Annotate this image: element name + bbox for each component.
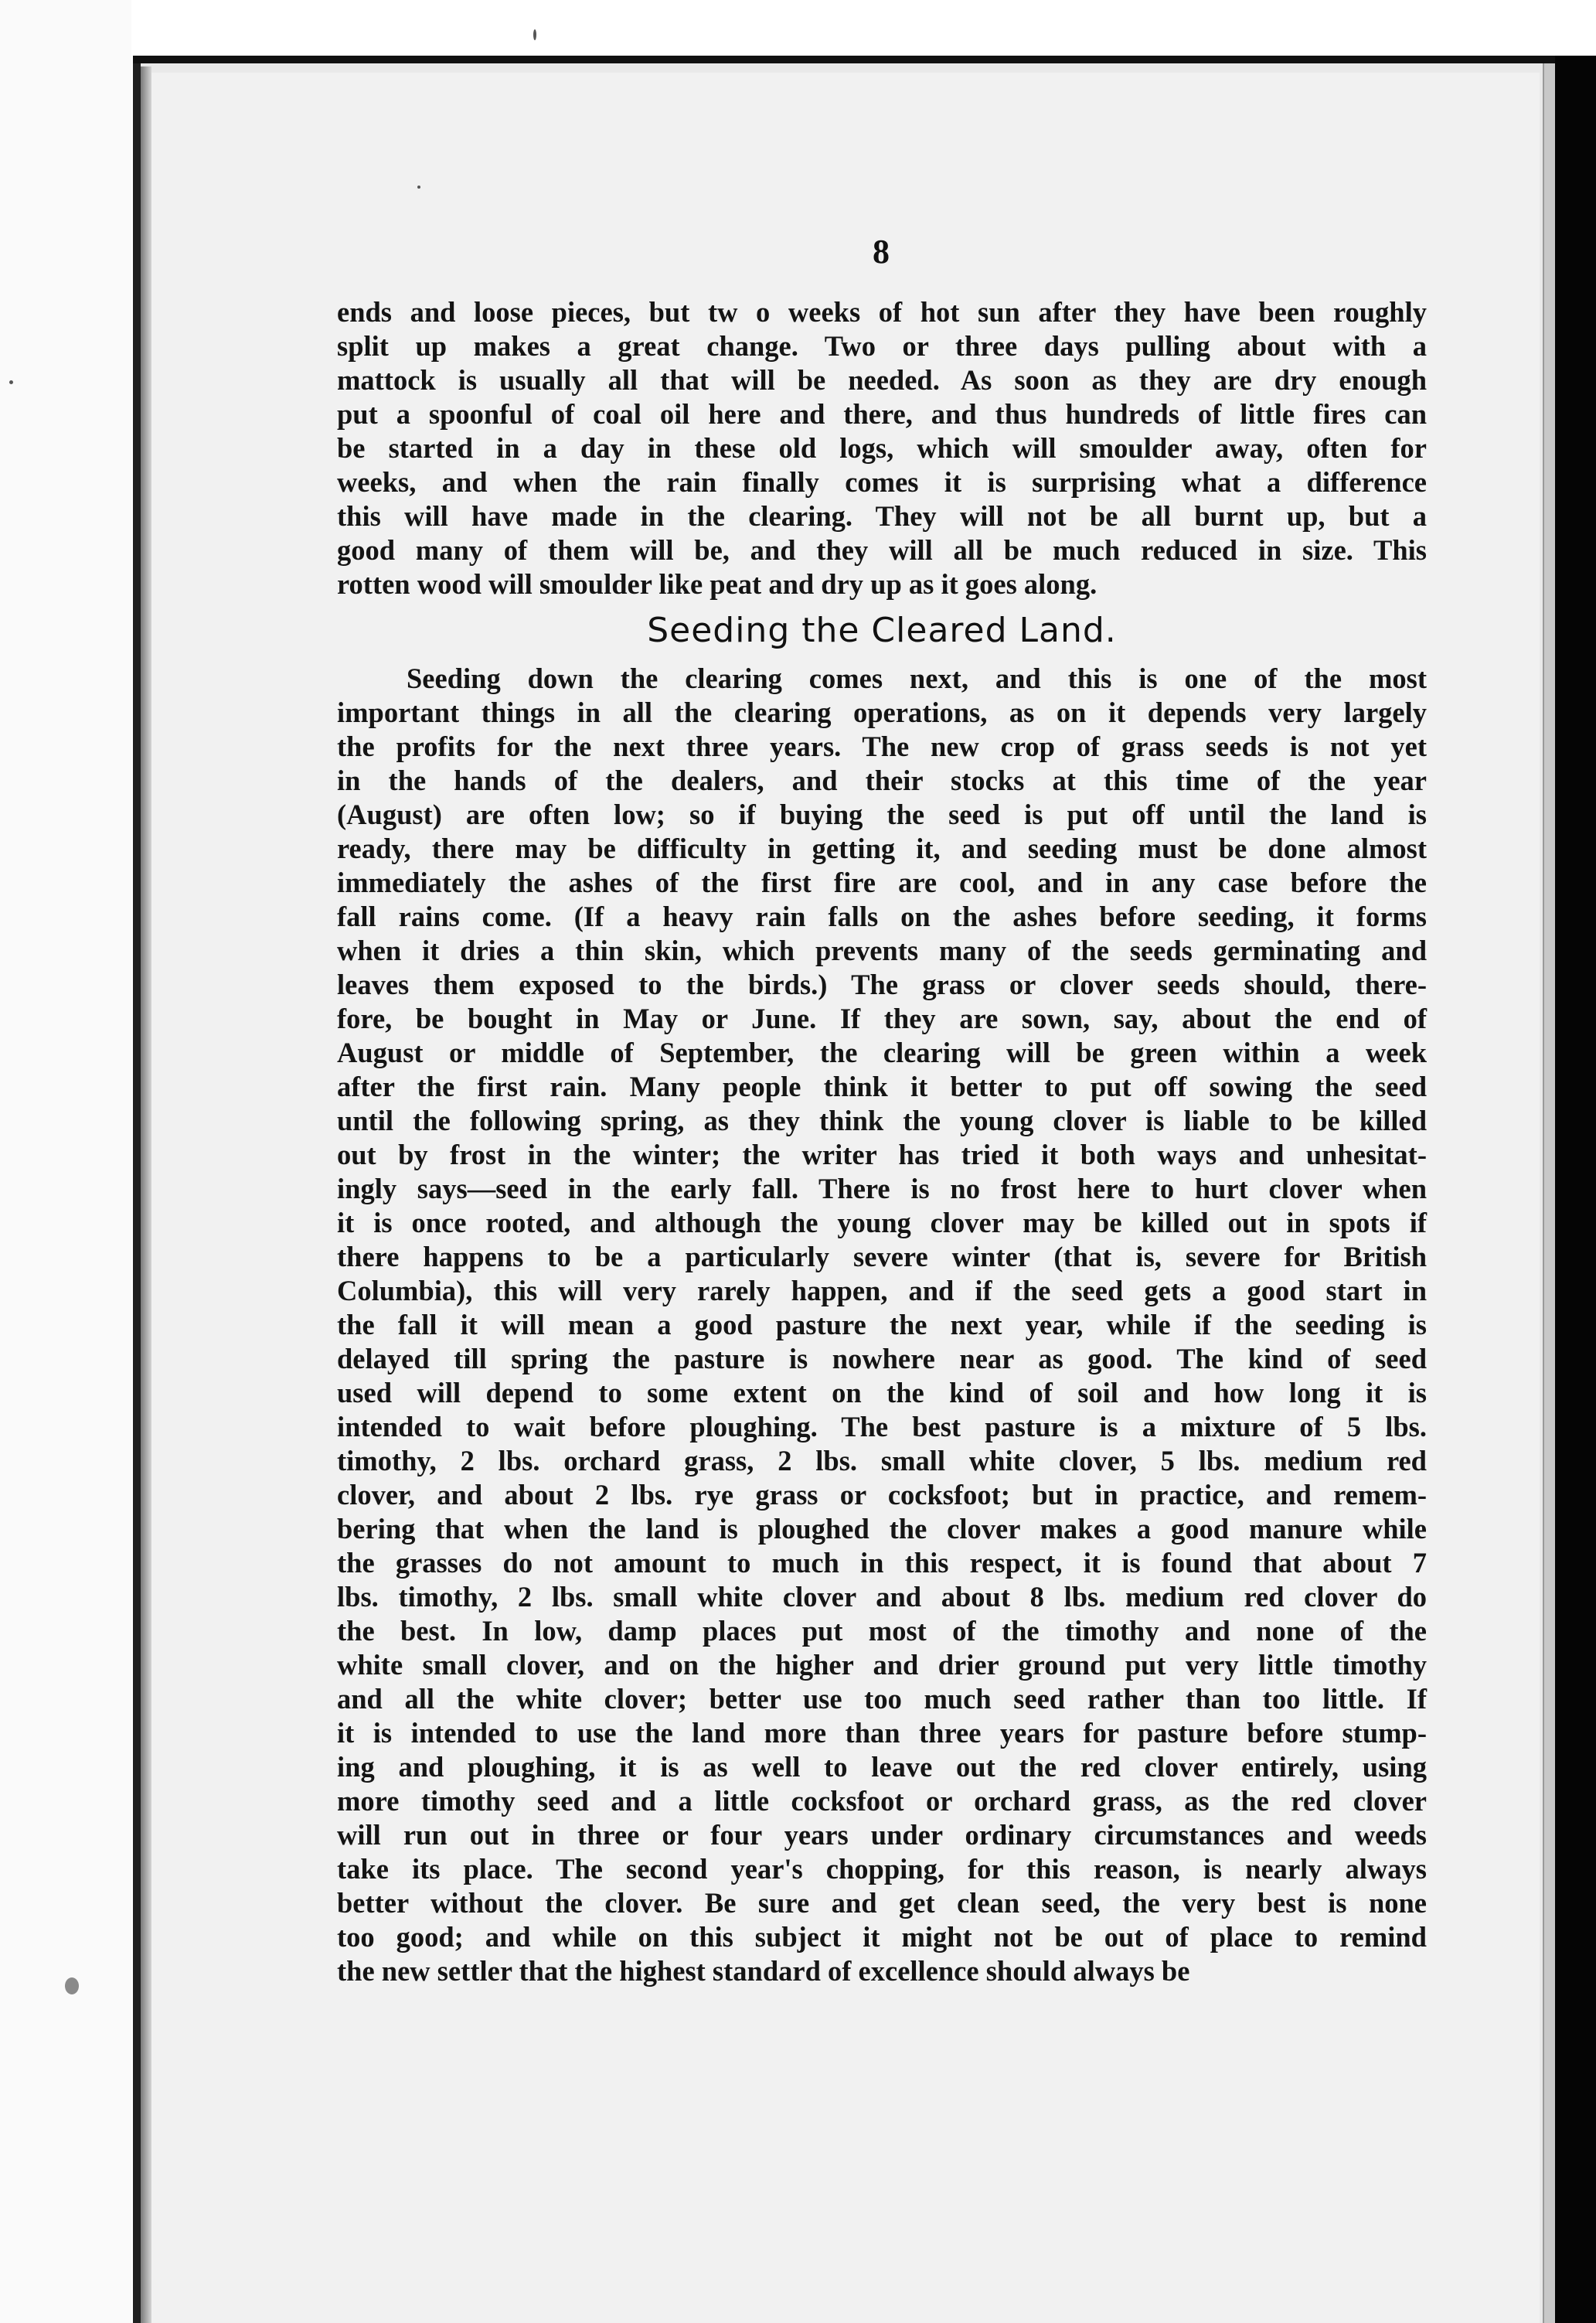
- text-line: better without the clover. Be sure and get clean seed, the very best is none: [337, 1887, 1427, 1919]
- text-line: this will have made in the clearing. They will not be all burnt up, but a: [337, 500, 1427, 532]
- text-line: ingly says—seed in the early fall. There is no frost here to hurt clover when: [337, 1173, 1427, 1204]
- text-line: mattock is usually all that will be needed. As soon as they are dry enough: [337, 364, 1427, 396]
- text-line: fall rains come. (If a heavy rain falls on the ashes before seeding, it forms: [337, 901, 1427, 932]
- text-line: the fall it will mean a good pasture the next year, while if the seeding is: [337, 1309, 1427, 1340]
- text-line: out by frost in the winter; the writer has tried it both ways and unhesitat-: [337, 1139, 1427, 1170]
- text-line: bering that when the land is ploughed the clover makes a good manure while: [337, 1513, 1427, 1545]
- body-text: [337, 295, 1427, 1988]
- text-line: more timothy seed and a little cocksfoot or orchard grass, as the red clover: [337, 1785, 1427, 1817]
- text-line: when it dries a thin skin, which prevents many of the seeds germinating and: [337, 935, 1427, 966]
- scan-speck: [533, 29, 536, 40]
- text-line: the grasses do not amount to much in this respect, it is found that about 7: [337, 1547, 1427, 1579]
- text-line: immediately the ashes of the first fire are cool, and in any case before the: [337, 867, 1427, 898]
- text-line: Columbia), this will very rarely happen, and if the seed gets a good start in: [337, 1275, 1427, 1306]
- text-line: August or middle of September, the clearing will be green within a week: [337, 1037, 1427, 1068]
- text-line: fore, be bought in May or June. If they are sown, say, about the end of: [337, 1003, 1427, 1034]
- text-line: it is intended to use the land more than three years for pasture before stump-: [337, 1717, 1427, 1749]
- text-line: too good; and while on this subject it might not be out of place to remind: [337, 1921, 1427, 1953]
- text-line: ends and loose pieces, but tw o weeks of hot sun after they have been roughly: [337, 296, 1427, 328]
- text-line: will run out in three or four years under ordinary circumstances and weeds: [337, 1819, 1427, 1851]
- page-gutter-shadow: [141, 66, 151, 2323]
- text-line: take its place. The second year's chopping, for this reason, is nearly always: [337, 1853, 1427, 1885]
- text-line: ing and ploughing, it is as well to leave out the red clover entirely, using: [337, 1751, 1427, 1783]
- text-line: used will depend to some extent on the kind of soil and how long it is: [337, 1377, 1427, 1408]
- text-line: white small clover, and on the higher and drier ground put very little timothy: [337, 1649, 1427, 1681]
- scan-margin-left: [0, 0, 131, 2323]
- text-line: put a spoonful of coal oil here and there, and thus hundreds of little fires can: [337, 398, 1427, 430]
- text-line: be started in a day in these old logs, which will smoulder away, often for: [337, 432, 1427, 464]
- text-line: clover, and about 2 lbs. rye grass or cocksfoot; but in practice, and remem-: [337, 1479, 1427, 1511]
- text-line: until the following spring, as they think the young clover is liable to be killed: [337, 1105, 1427, 1136]
- text-line: it is once rooted, and although the young clover may be killed out in spots if: [337, 1207, 1427, 1238]
- text-line: in the hands of the dealers, and their stocks at this time of the year: [337, 765, 1427, 796]
- section-heading: Seeding the Cleared Land.: [647, 611, 1117, 650]
- text-line: important things in all the clearing operations, as on it depends very largely: [337, 697, 1427, 728]
- text-line: there happens to be a particularly severe winter (that is, severe for British: [337, 1241, 1427, 1272]
- paragraph-continued: [337, 295, 1427, 601]
- text-line: split up makes a great change. Two or three days pulling about with a: [337, 330, 1427, 362]
- text-line: weeks, and when the rain finally comes it is surprising what a difference: [337, 466, 1427, 498]
- text-line: the new settler that the highest standard of excellence should always be: [337, 1955, 1190, 1987]
- text-line: lbs. timothy, 2 lbs. small white clover and about 8 lbs. medium red clover do: [337, 1581, 1427, 1613]
- page-number: 8: [873, 233, 890, 271]
- scan-speck: [417, 186, 420, 189]
- scan-speck: [65, 1977, 79, 1994]
- scan-speck: [9, 380, 13, 384]
- scan-border-right: [1555, 56, 1596, 2323]
- text-line: good many of them will be, and they will all be much reduced in size. This: [337, 534, 1427, 566]
- text-line: intended to wait before ploughing. The best pasture is a mixture of 5 lbs.: [337, 1411, 1427, 1443]
- text-line: delayed till spring the pasture is nowhere near as good. The kind of seed: [337, 1343, 1427, 1374]
- text-line: and all the white clover; better use too much seed rather than too little. If: [337, 1683, 1427, 1715]
- text-line: after the first rain. Many people think it better to put off sowing the seed: [337, 1071, 1427, 1102]
- text-line: (August) are often low; so if buying the seed is put off until the land is: [337, 799, 1427, 830]
- text-line: the best. In low, damp places put most of the timothy and none of the: [337, 1615, 1427, 1647]
- text-line: Seeding down the clearing comes next, and this is one of the most: [407, 662, 1427, 694]
- text-line: ready, there may be difficulty in getting it, and seeding must be done almost: [337, 833, 1427, 864]
- text-line: rotten wood will smoulder like peat and dry up as it goes along.: [337, 568, 1097, 600]
- text-line: the profits for the next three years. The new crop of grass seeds is not yet: [337, 731, 1427, 762]
- text-line: timothy, 2 lbs. orchard grass, 2 lbs. small white clover, 5 lbs. medium red: [337, 1445, 1427, 1477]
- paragraph-seeding: [337, 662, 1427, 1988]
- text-line: leaves them exposed to the birds.) The grass or clover seeds should, there-: [337, 969, 1427, 1000]
